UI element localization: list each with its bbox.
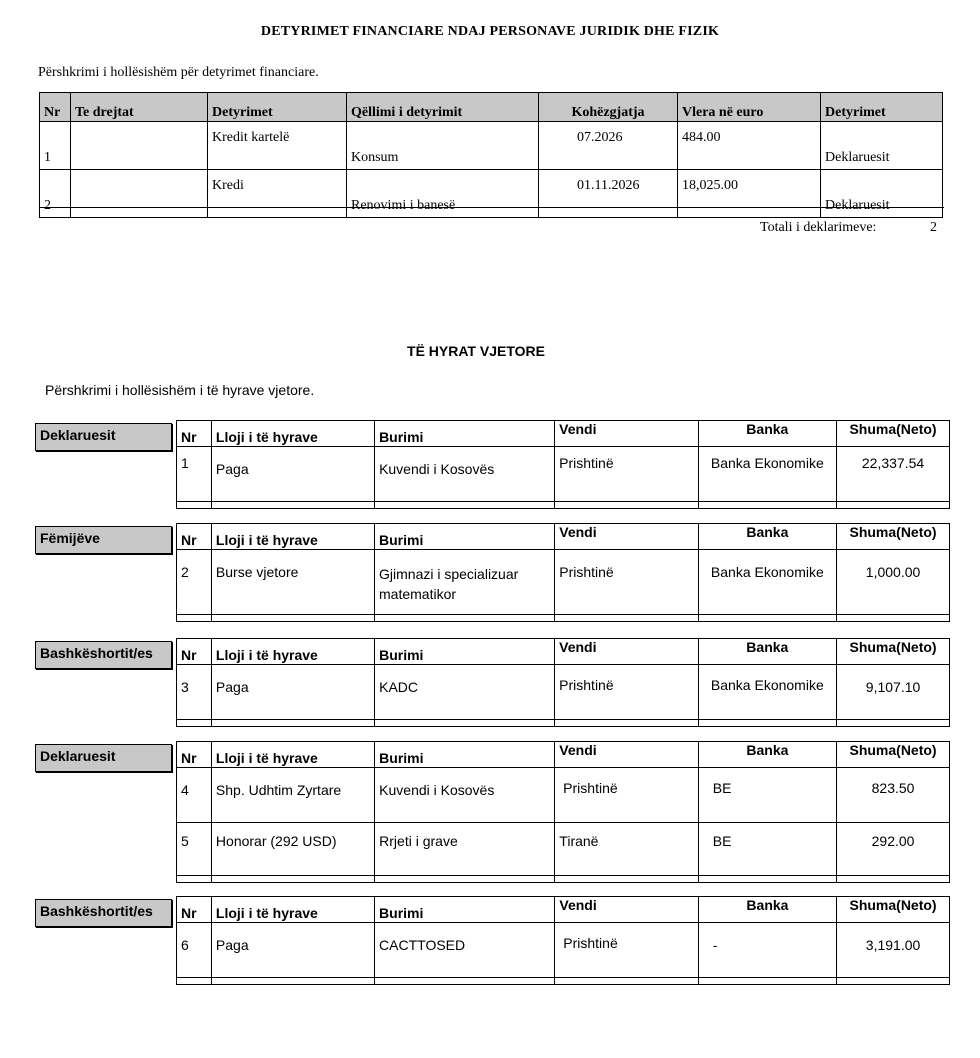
header-burimi: Burimi xyxy=(375,421,555,447)
table-spacer-row xyxy=(177,876,950,883)
income-header-row xyxy=(177,897,950,923)
total-label: Totali i deklarimeve: xyxy=(760,220,877,235)
category-label: Deklaruesit xyxy=(35,423,172,451)
table-row xyxy=(177,923,950,978)
table-spacer-row xyxy=(177,502,950,509)
cell-nr: 3 xyxy=(177,665,212,720)
cell-lloji: Honorar (292 USD) xyxy=(211,823,374,876)
cell-shuma: 292.00 xyxy=(837,823,950,876)
income-title: TË HYRAT VJETORE xyxy=(407,343,545,359)
cell-lloji: Paga xyxy=(211,665,374,720)
header-shuma: Shuma(Neto) xyxy=(837,421,950,447)
cell-burimi: KADC xyxy=(375,665,555,720)
cell-kohezgjatja: 01.11.2026 xyxy=(539,170,678,218)
header-shuma: Shuma(Neto) xyxy=(837,524,950,550)
cell-vendi: Prishtinë xyxy=(555,447,698,502)
header-banka: Banka xyxy=(698,524,837,550)
cell-banka: BE xyxy=(698,768,836,823)
cell-shuma: 9,107.10 xyxy=(837,665,950,720)
header-lloji: Lloji i të hyrave xyxy=(211,742,374,768)
category-label: Bashkëshortit/es xyxy=(35,641,172,669)
cell-shuma: 3,191.00 xyxy=(837,923,950,978)
table-spacer-row xyxy=(177,615,950,622)
header-vlera: Vlera në euro xyxy=(678,93,821,122)
header-lloji: Lloji i të hyrave xyxy=(211,639,374,665)
header-detyrimet-2: Detyrimet xyxy=(821,93,943,122)
header-nr: Nr xyxy=(177,639,212,665)
table-row xyxy=(177,665,950,720)
header-burimi: Burimi xyxy=(375,897,555,923)
cell-banka: Banka Ekonomike xyxy=(698,447,837,502)
header-nr: Nr xyxy=(177,524,212,550)
cell-burimi: CACTTOSED xyxy=(375,923,555,978)
financial-header-row xyxy=(40,93,943,122)
header-burimi: Burimi xyxy=(375,524,555,550)
cell-nr: 2 xyxy=(40,170,71,218)
income-table xyxy=(176,638,950,727)
cell-shuma: 1,000.00 xyxy=(837,550,950,615)
income-header-row xyxy=(177,524,950,550)
table-spacer-row xyxy=(177,978,950,985)
income-description: Përshkrimi i hollësishëm i të hyrave vjetore. xyxy=(45,382,315,398)
cell-detyrimet2: Deklaruesit xyxy=(821,122,943,170)
cell-nr: 5 xyxy=(177,823,212,876)
table-spacer-row xyxy=(177,720,950,727)
cell-burimi: Gjimnazi i specializuar matematikor xyxy=(375,550,555,615)
cell-vendi: Prishtinë xyxy=(555,550,698,615)
category-label: Fëmijëve xyxy=(35,526,172,554)
cell-lloji: Paga xyxy=(211,447,374,502)
header-kohezgjatja: Kohëzgjatja xyxy=(539,93,678,122)
header-vendi: Vendi xyxy=(555,421,698,447)
header-nr: Nr xyxy=(177,897,212,923)
table-row xyxy=(40,122,943,170)
cell-nr: 6 xyxy=(177,923,212,978)
table-row xyxy=(177,447,950,502)
cell-nr: 1 xyxy=(177,447,212,502)
cell-vendi: Prishtinë xyxy=(555,923,698,978)
header-nr: Nr xyxy=(177,421,212,447)
cell-detyrimet2: Deklaruesit xyxy=(821,170,943,218)
income-table xyxy=(176,741,950,883)
financial-description: Përshkrimi i hollësishëm për detyrimet financiare. xyxy=(38,65,319,80)
income-table xyxy=(176,420,950,509)
cell-nr: 2 xyxy=(177,550,212,615)
cell-burimi: Kuvendi i Kosovës xyxy=(375,447,555,502)
cell-burimi: Kuvendi i Kosovës xyxy=(375,768,555,823)
income-header-row xyxy=(177,742,950,768)
header-vendi: Vendi xyxy=(555,742,698,768)
header-burimi: Burimi xyxy=(375,639,555,665)
category-label: Bashkëshortit/es xyxy=(35,899,172,927)
cell-qellimi: Renovimi i banesë xyxy=(347,170,539,218)
header-vendi: Vendi xyxy=(555,524,698,550)
cell-burimi: Rrjeti i grave xyxy=(375,823,555,876)
header-te-drejtat: Te drejtat xyxy=(71,93,208,122)
header-lloji: Lloji i të hyrave xyxy=(211,524,374,550)
financial-table-bottom-rule xyxy=(39,207,944,208)
cell-lloji: Shp. Udhtim Zyrtare xyxy=(211,768,374,823)
cell-kohezgjatja: 07.2026 xyxy=(539,122,678,170)
income-table xyxy=(176,896,950,985)
header-shuma: Shuma(Neto) xyxy=(837,639,950,665)
header-banka: Banka xyxy=(698,421,837,447)
cell-vendi: Prishtinë xyxy=(555,768,698,823)
header-banka: Banka xyxy=(698,742,836,768)
total-value: 2 xyxy=(930,220,937,235)
header-banka: Banka xyxy=(698,639,837,665)
header-banka: Banka xyxy=(698,897,836,923)
header-detyrimet: Detyrimet xyxy=(208,93,347,122)
cell-nr: 1 xyxy=(40,122,71,170)
cell-shuma: 22,337.54 xyxy=(837,447,950,502)
header-shuma: Shuma(Neto) xyxy=(837,742,950,768)
table-row xyxy=(177,823,950,876)
header-vendi: Vendi xyxy=(555,639,698,665)
table-row xyxy=(40,170,943,218)
cell-lloji: Paga xyxy=(211,923,374,978)
header-lloji: Lloji i të hyrave xyxy=(211,421,374,447)
cell-banka: BE xyxy=(698,823,836,876)
financial-table xyxy=(39,92,943,218)
cell-vendi: Tiranë xyxy=(555,823,698,876)
income-table xyxy=(176,523,950,622)
category-label: Deklaruesit xyxy=(35,744,172,772)
table-row xyxy=(177,768,950,823)
cell-drejtat xyxy=(71,122,208,170)
cell-detyrimet: Kredit kartelë xyxy=(208,122,347,170)
header-lloji: Lloji i të hyrave xyxy=(211,897,374,923)
cell-detyrimet: Kredi xyxy=(208,170,347,218)
header-nr: Nr xyxy=(177,742,212,768)
table-row xyxy=(177,550,950,615)
cell-shuma: 823.50 xyxy=(837,768,950,823)
cell-banka: - xyxy=(698,923,836,978)
header-shuma: Shuma(Neto) xyxy=(837,897,950,923)
cell-nr: 4 xyxy=(177,768,212,823)
cell-banka: Banka Ekonomike xyxy=(698,550,837,615)
income-header-row xyxy=(177,421,950,447)
header-vendi: Vendi xyxy=(555,897,698,923)
cell-vendi: Prishtinë xyxy=(555,665,698,720)
cell-qellimi: Konsum xyxy=(347,122,539,170)
financial-title: DETYRIMET FINANCIARE NDAJ PERSONAVE JURIDIK DHE FIZIK xyxy=(260,24,720,39)
header-burimi: Burimi xyxy=(375,742,555,768)
cell-drejtat xyxy=(71,170,208,218)
header-qellimi: Qëllimi i detyrimit xyxy=(347,93,539,122)
cell-banka: Banka Ekonomike xyxy=(698,665,837,720)
header-nr: Nr xyxy=(40,93,71,122)
cell-vlera: 18,025.00 xyxy=(678,170,821,218)
cell-vlera: 484.00 xyxy=(678,122,821,170)
income-header-row xyxy=(177,639,950,665)
cell-lloji: Burse vjetore xyxy=(211,550,374,615)
